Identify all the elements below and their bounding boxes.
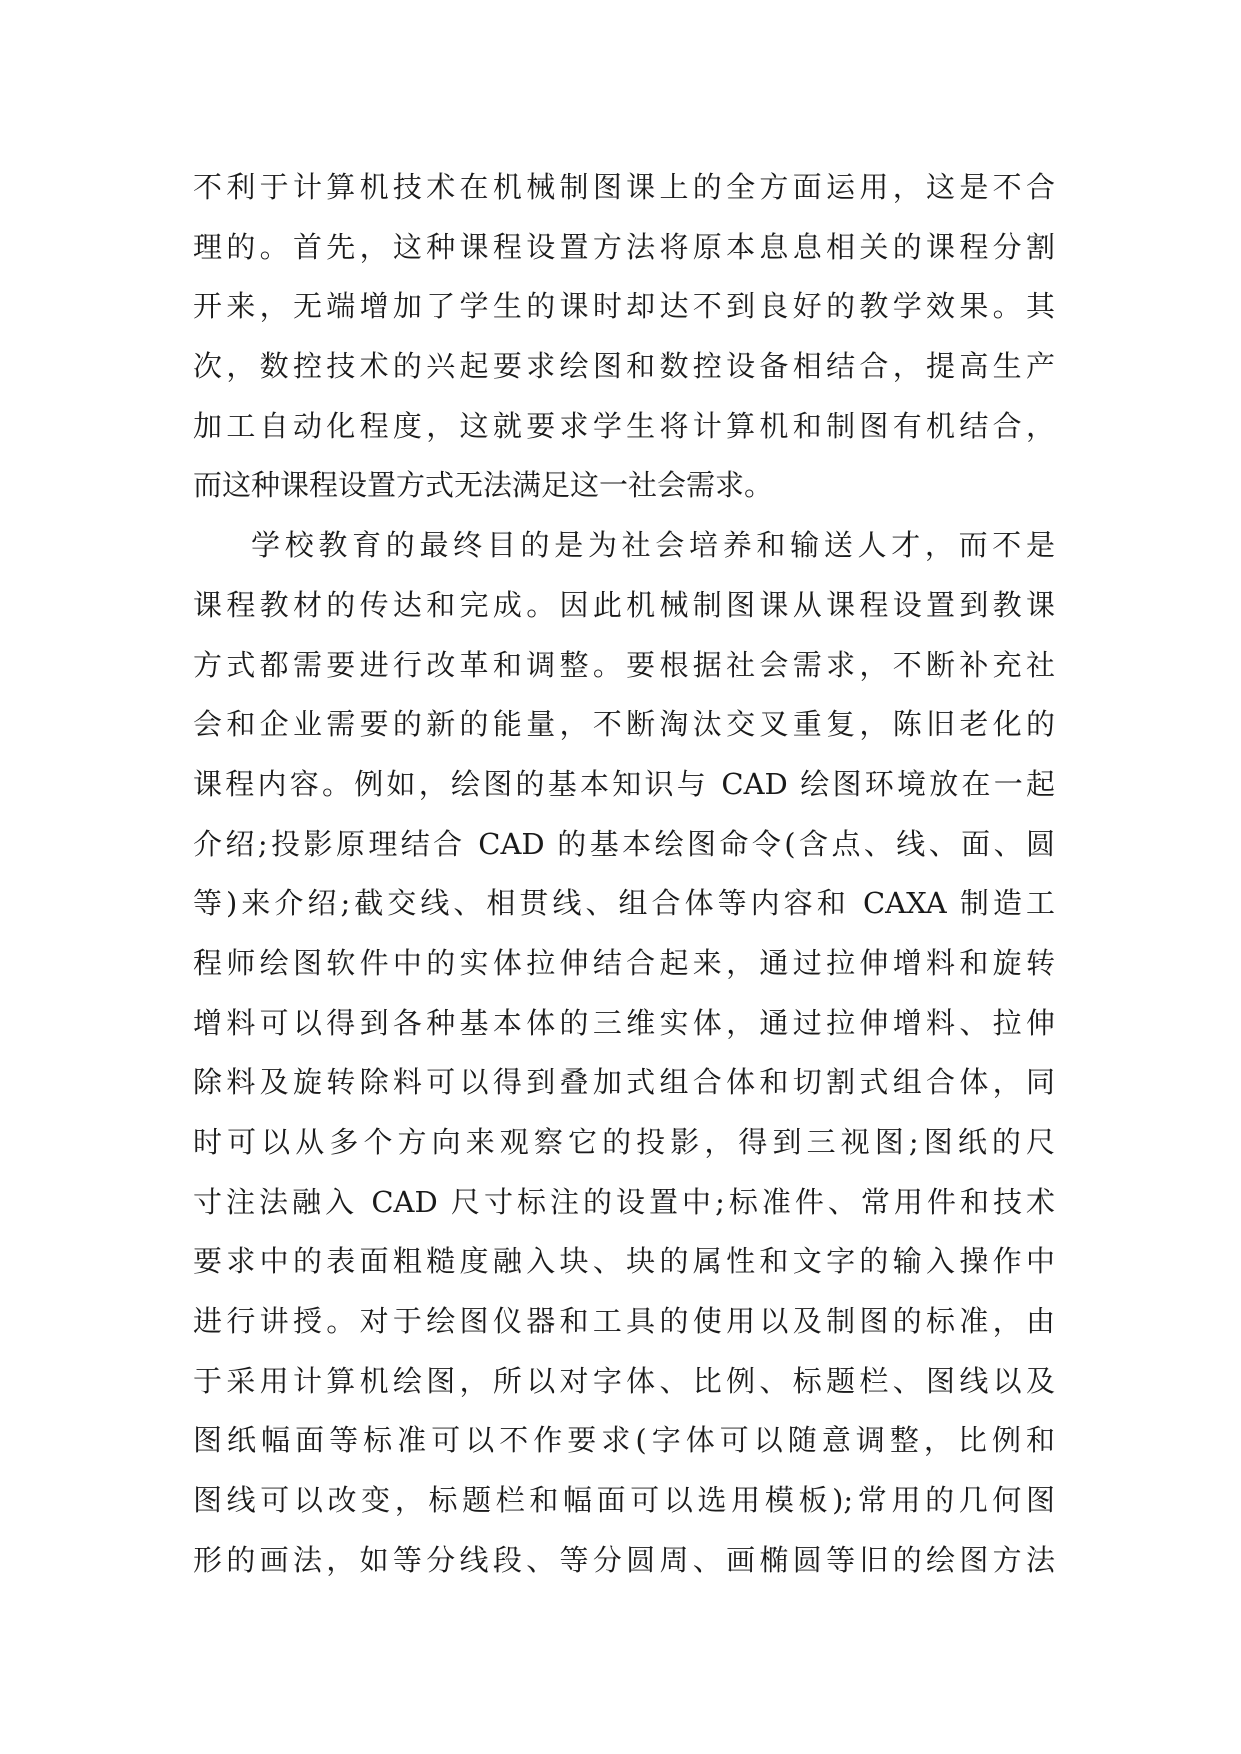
text-line: 除料及旋转除料可以得到叠加式组合体和切割式组合体，同 — [193, 1065, 1055, 1100]
body-text — [193, 158, 1055, 1591]
text-line: 而这种课程设置方式无法满足这一社会需求。 — [193, 468, 774, 503]
text-line: 图线可以改变，标题栏和幅面可以选用模板);常用的几何图 — [193, 1483, 1055, 1518]
paragraph-1 — [193, 158, 1055, 516]
text-line: 加工自动化程度，这就要求学生将计算机和制图有机结合， — [193, 408, 1055, 443]
text-line: 时可以从多个方向来观察它的投影，得到三视图;图纸的尺 — [193, 1125, 1055, 1159]
text-line: 会和企业需要的新的能量，不断淘汰交叉重复，陈旧老化的 — [193, 707, 1055, 742]
paragraph-2 — [193, 516, 1055, 1590]
text-line: 等)来介绍;截交线、相贯线、组合体等内容和 CAXA 制造工 — [193, 886, 1055, 921]
text-line: 寸注法融入 CAD 尺寸标注的设置中;标准件、常用件和技术 — [193, 1184, 1055, 1219]
text-line: 学校教育的最终目的是为社会培养和输送人才，而不是 — [251, 528, 1055, 563]
text-line: 次，数控技术的兴起要求绘图和数控设备相结合，提高生产 — [193, 349, 1055, 384]
text-line: 课程教材的传达和完成。因此机械制图课从课程设置到教课 — [193, 587, 1055, 622]
text-line: 课程内容。例如，绘图的基本知识与 CAD 绘图环境放在一起 — [193, 766, 1055, 801]
text-line: 介绍;投影原理结合 CAD 的基本绘图命令(含点、线、面、圆 — [193, 826, 1055, 861]
text-line: 形的画法，如等分线段、等分圆周、画椭圆等旧的绘图方法 — [193, 1542, 1055, 1577]
text-line: 程师绘图软件中的实体拉伸结合起来，通过拉伸增料和旋转 — [193, 945, 1055, 980]
text-line: 开来，无端增加了学生的课时却达不到良好的教学效果。其 — [193, 289, 1055, 324]
text-line: 图纸幅面等标准可以不作要求(字体可以随意调整，比例和 — [193, 1423, 1055, 1458]
text-line: 增料可以得到各种基本体的三维实体，通过拉伸增料、拉伸 — [193, 1005, 1055, 1040]
text-line: 理的。首先，这种课程设置方法将原本息息相关的课程分割 — [193, 229, 1055, 264]
text-line: 于采用计算机绘图，所以对字体、比例、标题栏、图线以及 — [193, 1363, 1055, 1398]
text-line: 方式都需要进行改革和调整。要根据社会需求，不断补充社 — [193, 647, 1055, 682]
text-line: 不利于计算机技术在机械制图课上的全方面运用，这是不合 — [193, 170, 1055, 204]
text-line: 进行讲授。对于绘图仪器和工具的使用以及制图的标准，由 — [193, 1304, 1055, 1339]
text-line: 要求中的表面粗糙度融入块、块的属性和文字的输入操作中 — [193, 1244, 1055, 1279]
